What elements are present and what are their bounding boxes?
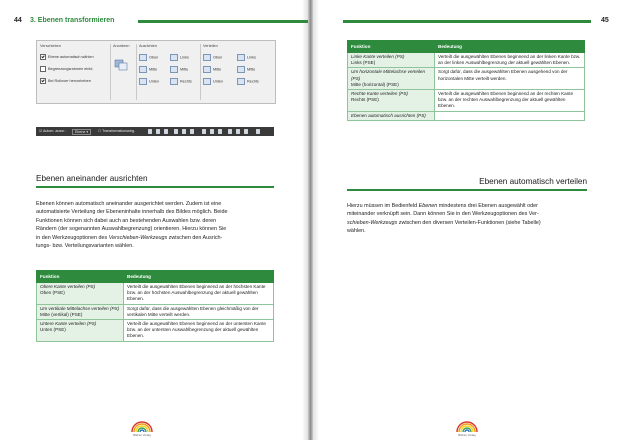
section-title-left: Ebenen aneinander ausrichten [36, 174, 148, 183]
button-label: Unten [149, 79, 160, 84]
header-function: Funktion [348, 41, 435, 53]
cell-function [348, 111, 435, 120]
body-segment: zwischen den diversen Verteilen-Funktionen (siehe Tabelle) [397, 219, 541, 226]
checkbox-auto-select[interactable] [40, 54, 94, 60]
body-segment: in den Werkzeugoptionen des [36, 234, 109, 241]
button-label: Oben [213, 55, 223, 60]
function-name: Untere Kante verteilen (PS) [40, 321, 97, 327]
align-right-button[interactable] [170, 78, 192, 85]
align-middle-icon [139, 66, 147, 73]
body-segment: Hierzu müssen im Bedienfeld [347, 203, 419, 209]
button-label: Mitte [180, 67, 189, 72]
button-label: Links [180, 55, 189, 60]
checkbox-label: Begrenzungsrahmen einbl. [48, 67, 94, 71]
align-middle-icon[interactable] [156, 129, 160, 134]
align-middle-h-button[interactable] [170, 66, 188, 73]
cell-meaning: Verteilt die ausgewählten Ebenen beginnend an der rechten Kante bzw. an der rechten Auswahlbegrenzung der aktuell gewählten Ebenen. [435, 90, 585, 112]
table-header [37, 271, 274, 283]
distribute-top-icon [203, 54, 211, 61]
button-label: Links [247, 55, 256, 60]
body-line: automatisierte Verteilung der Ebeneninhalte innerhalb des Bildes möglich. Beide [36, 209, 228, 216]
distribute-right-button[interactable] [237, 78, 259, 85]
body-line: wählen. [347, 228, 366, 235]
group-label-ausrichten: Ausrichten [139, 44, 157, 48]
transform-label: Transformationsstrg. [102, 129, 135, 133]
body-italic: schieben-Werkzeugs [347, 219, 398, 226]
cell-function [37, 320, 124, 342]
chapter-title: 3. Ebenen transformieren [30, 17, 115, 24]
distribute-top-button[interactable] [203, 54, 222, 61]
auto-select-label: Autom. ausw.: [43, 129, 66, 133]
rainbow-logo-icon [455, 420, 479, 434]
checkbox-rollover[interactable] [40, 78, 91, 84]
header-meaning: Bedeutung [124, 271, 274, 283]
checkbox-label: Bei Rollover hervorheben [48, 79, 91, 83]
header-meaning: Bedeutung [435, 41, 585, 53]
cell-function [348, 68, 435, 90]
function-name: Obere Kante verteilen (PS) [40, 284, 96, 289]
align-middle-v-button[interactable] [139, 66, 157, 73]
options-toolbar-screenshot [36, 127, 274, 136]
table-header [348, 41, 585, 53]
body-italic: Ebenen [418, 203, 438, 209]
table-row [37, 320, 274, 342]
auto-align-icon[interactable] [256, 129, 260, 134]
right-page [313, 0, 621, 440]
function-name: Um horizontale Mittelachse verteilen (PS) [351, 69, 426, 81]
body-line [347, 202, 587, 210]
logo-text: Bildner Verlag [133, 433, 151, 437]
body-line: Ebenen können automatisch aneinander ausgerichtet werden. Zudem ist eine [36, 201, 222, 207]
body-line: tungs- bzw. Verteilungsvarianten wählen. [36, 243, 134, 250]
button-label: Mitte [247, 67, 256, 72]
function-name: Um vertikale Mittelachse verteilen (PS) [40, 305, 120, 311]
checkbox-box[interactable] [40, 54, 46, 60]
group-label-anordnen: Anordnen [113, 44, 130, 48]
cell-meaning: Verteilt die ausgewählten Ebenen beginnend an der höchsten Kante bzw. an der höchsten Auswahlbegrenzung der aktuell gewählten Ebenen. [124, 283, 274, 305]
options-panel-screenshot [36, 40, 276, 104]
function-table-right [347, 40, 585, 121]
table-row [348, 111, 585, 120]
distribute-middle-icon [203, 66, 211, 73]
table-row [348, 68, 585, 90]
align-top-icon [139, 54, 147, 61]
cell-meaning [435, 111, 585, 120]
body-line: miteinander verknüpft sein. Dann können Sie in den Werkzeugoptionen des Ver- [347, 211, 539, 218]
distribute-right-icon [237, 78, 245, 85]
button-label: Rechts [180, 79, 192, 84]
distribute-left-icon [237, 54, 245, 61]
body-line [347, 219, 587, 227]
align-top-icon[interactable] [148, 129, 152, 134]
body-text-left [36, 200, 274, 250]
divider [136, 44, 137, 100]
page-number-right: 45 [601, 17, 609, 24]
cell-meaning: Sorgt dafür, dass die ausgewählten Ebenen ausgehend von der horizontalen Mitte verteilt werden. [435, 68, 585, 90]
page-number-left: 44 [14, 17, 22, 24]
cell-function [37, 304, 124, 319]
cell-meaning: Sorgt dafür, dass die ausgewählten Ebenen gleichmäßig von der vertikalen Mitte verteilt werden. [124, 304, 274, 319]
distribute-right-icon[interactable] [244, 129, 248, 134]
align-right-icon [170, 78, 178, 85]
function-name-pse: Links (PSE) [351, 60, 376, 66]
distribute-top-icon[interactable] [202, 129, 206, 134]
header-function: Funktion [37, 271, 124, 283]
distribute-middle-v-button[interactable] [203, 66, 221, 73]
section-rule [36, 186, 274, 188]
cell-function [348, 90, 435, 112]
align-left-button[interactable] [170, 54, 189, 61]
body-line [36, 234, 274, 242]
distribute-center-icon [237, 66, 245, 73]
arrange-icon[interactable] [114, 59, 128, 71]
button-label: Mitte [213, 67, 222, 72]
checkbox-bounding-box[interactable] [40, 66, 93, 72]
function-name: Ebenen automatisch ausrichten (PS) [351, 112, 426, 118]
distribute-left-icon[interactable] [228, 129, 232, 134]
align-bottom-icon[interactable] [164, 129, 168, 134]
cell-function [348, 53, 435, 68]
distribute-bottom-icon [203, 78, 211, 85]
function-name-pse: Unten (PSE) [40, 327, 66, 333]
left-page [0, 0, 308, 440]
align-left-icon[interactable] [174, 129, 178, 134]
page-shadow [313, 0, 319, 440]
distribute-center-icon[interactable] [236, 129, 240, 134]
header-bar [343, 20, 591, 23]
distribute-middle-icon[interactable] [210, 129, 214, 134]
checkbox-box[interactable] [40, 66, 46, 72]
rainbow-logo-icon [130, 420, 154, 434]
button-label: Rechts [247, 79, 259, 84]
function-name-pse: Mitte (horizontal) (PSE) [351, 81, 399, 87]
distribute-left-button[interactable] [237, 54, 256, 61]
align-top-button[interactable] [139, 54, 158, 61]
auto-select-dropdown[interactable]: Ebene ▾ [72, 129, 91, 135]
checkbox-box[interactable] [40, 78, 46, 84]
button-label: Unten [213, 79, 224, 84]
divider [110, 44, 111, 100]
distribute-bottom-icon[interactable] [218, 129, 222, 134]
function-name-pse: Mitte (vertikal) (PSE) [40, 311, 83, 317]
section-title-right: Ebenen automatisch verteilen [479, 177, 587, 186]
align-right-icon[interactable] [190, 129, 194, 134]
cell-meaning: Verteilt die ausgewählten Ebenen beginnend an der linken Kante bzw. an der linken Auswahlbegrenzung der aktuell gewählten Ebenen. [435, 53, 585, 68]
body-italic: Verschieben-Werkzeugs [108, 234, 168, 241]
align-bottom-button[interactable] [139, 78, 159, 85]
align-bottom-icon [139, 78, 147, 85]
divider [200, 44, 201, 100]
function-name: Linke Kante verteilen (PS) [351, 54, 405, 59]
button-label: Mitte [149, 67, 158, 72]
button-label: Oben [149, 55, 159, 60]
align-center-icon [170, 66, 178, 73]
function-name-pse: Rechts (PSE) [351, 97, 379, 103]
body-line: Funktionen können sich dabei auch an bestehenden Auswahlen bzw. deren [36, 217, 217, 224]
function-table-left [36, 270, 274, 342]
body-line: Rändern (der sogenannten Auswahlbegrenzung) orientieren. Hierzu können Sie [36, 226, 227, 233]
distribute-middle-h-button[interactable] [237, 66, 255, 73]
table-row [348, 90, 585, 112]
header-bar [138, 20, 308, 23]
dropdown-value: Ebene [75, 130, 86, 134]
body-segment: mindestens drei Ebenen ausgewählt oder [437, 203, 538, 209]
group-label-verteilen: Verteilen [203, 44, 218, 48]
function-name-pse: Oben (PSE) [40, 290, 65, 296]
cell-meaning: Verteilt die ausgewählten Ebenen beginnend an der untersten Kante bzw. an der untersten Auswahlbegrenzung der aktuell gewählten Ebenen. [124, 320, 274, 342]
function-name: Rechte Kante verteilen (PS) [351, 91, 408, 97]
checkbox-label: Ebene automatisch wählen [48, 55, 94, 59]
table-row [348, 53, 585, 68]
align-center-icon[interactable] [182, 129, 186, 134]
align-left-icon [170, 54, 178, 61]
table-row [37, 283, 274, 305]
transform-controls-checkbox[interactable]: ☐ Transformationsstrg. [98, 129, 135, 133]
auto-select-checkbox[interactable]: ☑ Autom. ausw.: [39, 129, 66, 133]
distribute-bottom-button[interactable] [203, 78, 223, 85]
section-rule [347, 189, 587, 191]
logo-text: Bildner Verlag [458, 433, 476, 437]
group-label-verschieben: Verschieben [40, 44, 61, 48]
body-segment: zwischen den Ausrich- [167, 234, 223, 241]
body-text-right [347, 202, 587, 236]
cell-function [37, 283, 124, 305]
table-row [37, 304, 274, 319]
